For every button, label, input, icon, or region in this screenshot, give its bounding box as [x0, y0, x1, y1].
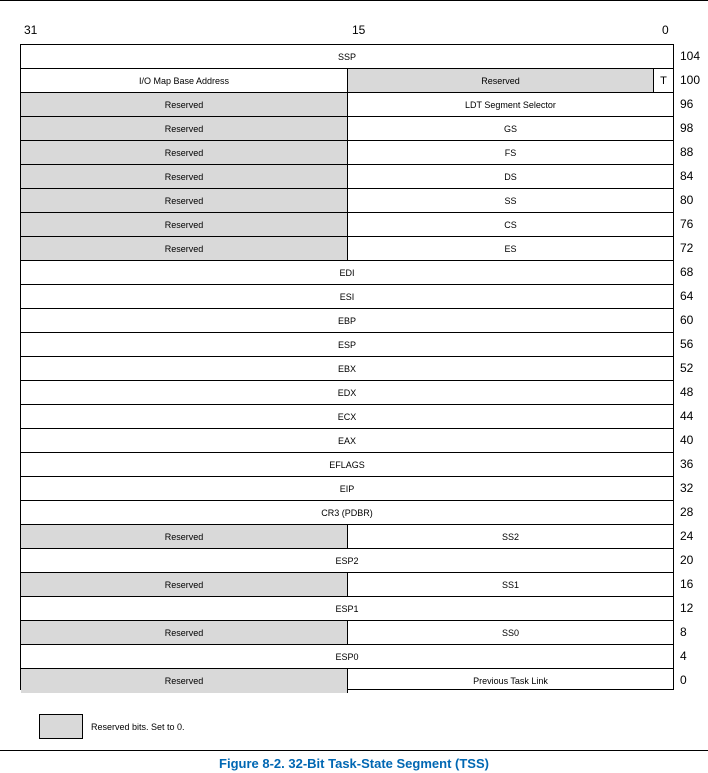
- reserved-field: Reserved: [21, 237, 348, 260]
- reserved-field: Reserved: [21, 621, 348, 644]
- tss-field: ESP: [337, 339, 356, 350]
- tss-row: [21, 405, 673, 429]
- reserved-field: Reserved: [21, 189, 348, 212]
- byte-offset: 88: [680, 145, 694, 159]
- byte-offset: 104: [680, 49, 701, 63]
- reserved-field: Reserved: [21, 525, 348, 548]
- legend-swatch: [39, 714, 83, 739]
- tss-row: [21, 261, 673, 285]
- bit-label-0: 0: [662, 23, 669, 37]
- tss-row: [21, 597, 673, 621]
- tss-field: SSP: [337, 51, 356, 62]
- byte-offset: 32: [680, 481, 694, 495]
- tss-row: [21, 237, 673, 261]
- reserved-field: Reserved: [21, 117, 348, 140]
- tss-field: SS: [504, 195, 517, 206]
- tss-field: SS0: [501, 627, 519, 638]
- tss-field: SS1: [501, 579, 519, 590]
- tss-field: LDT Segment Selector: [465, 99, 556, 110]
- tss-row: [21, 669, 673, 693]
- tss-row: [21, 285, 673, 309]
- tss-row: [21, 165, 673, 189]
- bit-label-15: 15: [352, 23, 366, 37]
- tss-row: [21, 525, 673, 549]
- reserved-field: Reserved: [21, 573, 348, 596]
- byte-offset: 56: [680, 337, 694, 351]
- byte-offset: 96: [680, 97, 694, 111]
- byte-offset: 16: [680, 577, 694, 591]
- caption-rule: [0, 750, 708, 751]
- tss-row: [21, 549, 673, 573]
- tss-field: Previous Task Link: [473, 676, 548, 686]
- figure-caption: Figure 8-2. 32-Bit Task-State Segment (TSS): [219, 756, 489, 771]
- tss-field: EIP: [339, 483, 355, 494]
- tss-field: EDI: [339, 267, 355, 278]
- byte-offset: 60: [680, 313, 694, 327]
- byte-offset: 52: [680, 361, 694, 375]
- byte-offset: 28: [680, 505, 694, 519]
- tss-field: I/O Map Base Address: [21, 69, 348, 92]
- tss-field: T: [660, 74, 667, 87]
- byte-offset: 68: [680, 265, 694, 279]
- byte-offset: 8: [680, 625, 687, 639]
- tss-row: [21, 333, 673, 357]
- bit-label-31: 31: [24, 23, 38, 37]
- byte-offset: 36: [680, 457, 694, 471]
- byte-offset: 48: [680, 385, 694, 399]
- byte-offset: 64: [680, 289, 694, 303]
- tss-field: ECX: [337, 411, 357, 422]
- tss-row: [21, 189, 673, 213]
- tss-row: [21, 141, 673, 165]
- byte-offset: 80: [680, 193, 694, 207]
- tss-row: [21, 453, 673, 477]
- tss-row: [21, 69, 673, 93]
- reserved-field: Reserved: [21, 165, 348, 188]
- byte-offset: 40: [680, 433, 694, 447]
- tss-row: [21, 93, 673, 117]
- tss-field: DS: [504, 171, 517, 182]
- byte-offset: 0: [680, 673, 687, 687]
- tss-field: EBX: [337, 363, 356, 374]
- reserved-field: Reserved: [21, 213, 348, 236]
- tss-row: [21, 621, 673, 645]
- tss-row: [21, 501, 673, 525]
- byte-offset: 44: [680, 409, 694, 423]
- tss-field: ESP0: [335, 651, 359, 662]
- reserved-field: Reserved: [348, 69, 654, 92]
- tss-field: GS: [503, 123, 517, 134]
- tss-field: ESI: [339, 291, 355, 302]
- tss-field: CS: [504, 219, 517, 230]
- top-rule: [0, 0, 708, 1]
- tss-field: ES: [504, 243, 517, 254]
- tss-field: EFLAGS: [329, 459, 365, 470]
- tss-row: [21, 477, 673, 501]
- byte-offset: 24: [680, 529, 694, 543]
- tss-field: EBP: [337, 315, 356, 326]
- tss-row: [21, 645, 673, 669]
- byte-offset: 84: [680, 169, 694, 183]
- tss-field: SS2: [501, 531, 519, 542]
- byte-offset: 4: [680, 649, 687, 663]
- reserved-field: Reserved: [21, 669, 348, 693]
- tss-field: EAX: [337, 435, 356, 446]
- byte-offset: 12: [680, 601, 694, 615]
- tss-diagram: [20, 44, 674, 690]
- legend-text: Reserved bits. Set to 0.: [91, 722, 185, 732]
- reserved-field: Reserved: [21, 141, 348, 164]
- tss-row: [21, 381, 673, 405]
- reserved-field: Reserved: [21, 93, 348, 116]
- byte-offset: 76: [680, 217, 694, 231]
- tss-row: [21, 309, 673, 333]
- byte-offset: 20: [680, 553, 694, 567]
- byte-offset: 72: [680, 241, 694, 255]
- tss-field: ESP2: [335, 555, 359, 566]
- tss-row: [21, 429, 673, 453]
- byte-offset: 100: [680, 73, 701, 87]
- tss-field: EDX: [337, 387, 357, 398]
- tss-field: ESP1: [335, 603, 359, 614]
- tss-row: [21, 573, 673, 597]
- tss-field: CR3 (PDBR): [321, 507, 373, 518]
- tss-field: FS: [504, 147, 517, 158]
- tss-row: [21, 117, 673, 141]
- tss-row: [21, 357, 673, 381]
- tss-row: [21, 45, 673, 69]
- byte-offset: 98: [680, 121, 694, 135]
- tss-row: [21, 213, 673, 237]
